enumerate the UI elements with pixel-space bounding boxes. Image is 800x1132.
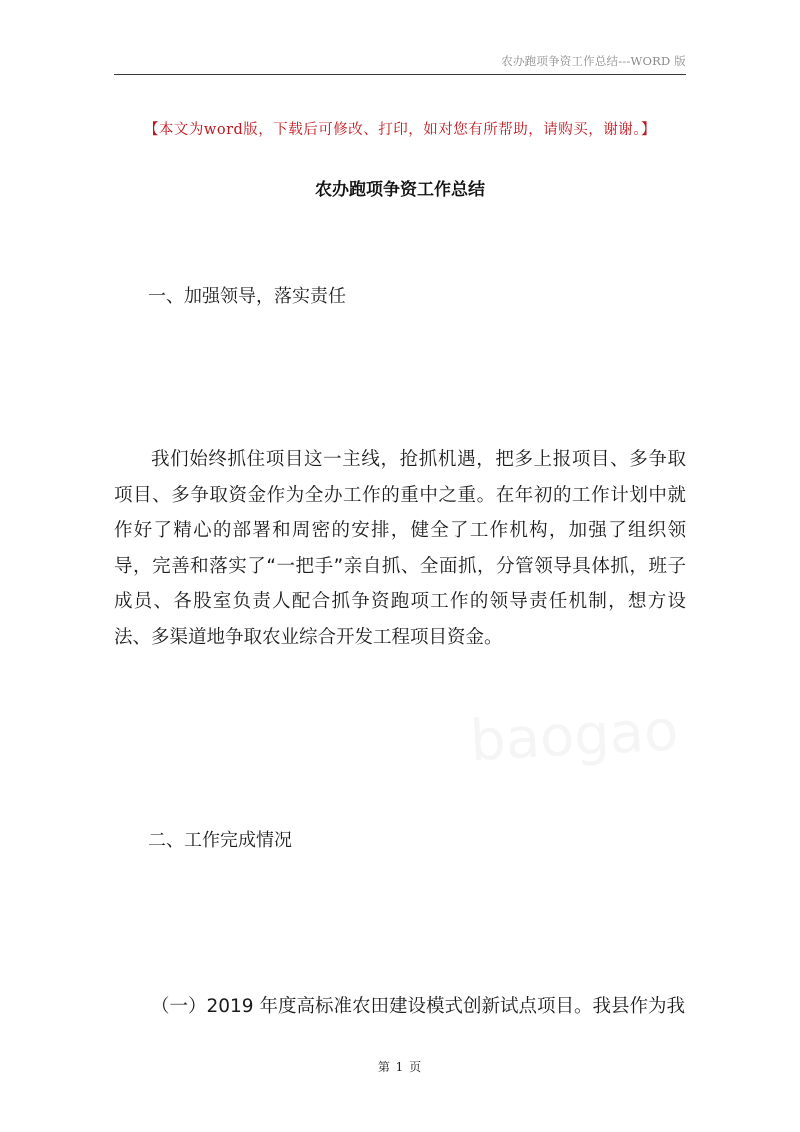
header-divider [114,74,686,75]
running-header: 农办跑项争资工作总结---WORD 版 [501,54,686,68]
document-title: 农办跑项争资工作总结 [315,180,485,200]
section-heading-2: 二、工作完成情况 [148,830,292,851]
section-heading-1: 一、加强领导，落实责任 [148,286,346,307]
page-number: 第 1 页 [377,1060,423,1074]
watermark: baogao [468,698,680,775]
section-2-paragraph: （一）2019 年度高标准农田建设模式创新试点项目。我县作为我 [151,996,685,1017]
section-1-paragraph: 我们始终抓住项目这一主线，抢抓机遇，把多上报项目、多争取项目、多争取资金作为全办工作的重中之重。在年初的工作计划中就作好了精心的部署和周密的安排，健全了工作机构，加强了组织领导，完善和落实了“一把手”亲自抓、全面抓，分管领导具体抓，班子成员、各股室负责人配合抓争资跑项工作的领导责任机制，想方设法、多渠道地争取农业综合开发工程项目资金。 [114,449,686,648]
purchase-notice: 【本文为word版，下载后可修改、打印，如对您有所帮助，请购买，谢谢。】 [143,122,657,138]
